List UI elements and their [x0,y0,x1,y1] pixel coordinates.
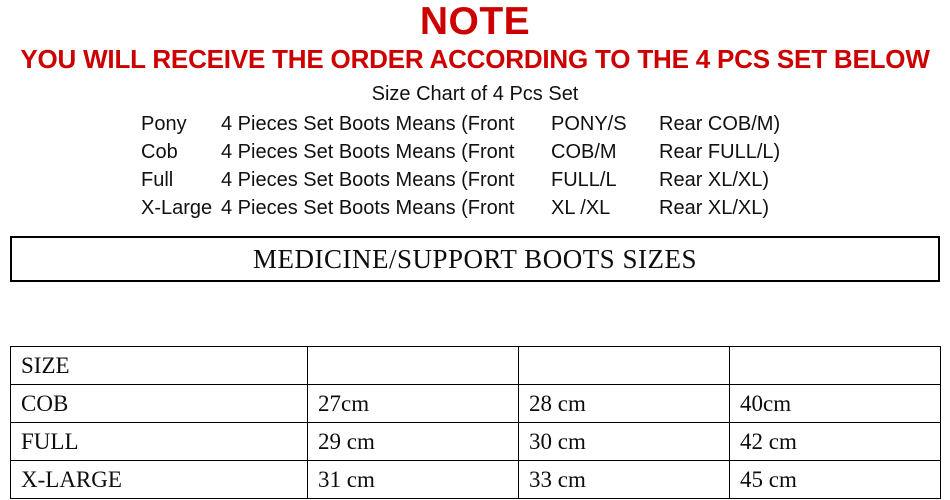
set-chart-size: Pony [141,113,187,135]
sizes-header-cell: SIZE [11,347,308,385]
sizes-table [10,346,941,499]
table-row [11,461,941,499]
set-chart-front: PONY/S [551,113,627,135]
table-row [11,423,941,461]
sizes-header-cell [519,347,730,385]
sizes-cell: 31 cm [308,461,519,499]
sizes-cell: 28 cm [519,385,730,423]
set-chart-front: COB/M [551,141,617,163]
set-chart-row [141,194,809,222]
set-chart-front: FULL/L [551,169,617,191]
sizes-cell: COB [11,385,308,423]
sizes-cell: 42 cm [730,423,941,461]
set-chart-size: X-Large [141,197,213,219]
sizes-table-wrapper [10,346,940,499]
set-chart-table [141,110,809,222]
set-chart-row [141,166,809,194]
sizes-header-cell [730,347,941,385]
document-page [0,2,950,500]
set-chart-size: Full [141,169,174,191]
note-subtitle: YOU WILL RECEIVE THE ORDER ACCORDING TO THE 4 PCS SET BELOW [20,44,930,74]
sizes-cell: 30 cm [519,423,730,461]
note-title: NOTE [419,0,531,43]
banner-text: MEDICINE/SUPPORT BOOTS SIZES [253,243,697,274]
set-chart-size: Cob [141,141,178,163]
set-chart-rear: Rear FULL/L) [659,141,781,163]
sizes-cell: 27cm [308,385,519,423]
set-chart-description: 4 Pieces Set Boots Means (Front [221,141,515,163]
sizes-cell: FULL [11,423,308,461]
set-chart-description: 4 Pieces Set Boots Means (Front [221,197,515,219]
table-row [11,347,941,385]
banner-box [10,236,940,282]
sizes-cell: X-LARGE [11,461,308,499]
set-chart-rear: Rear COB/M) [659,113,781,135]
sizes-cell: 45 cm [730,461,941,499]
sizes-cell: 29 cm [308,423,519,461]
set-chart-description: 4 Pieces Set Boots Means (Front [221,113,515,135]
set-chart-rear: Rear XL/XL) [659,197,770,219]
table-row [11,385,941,423]
sizes-cell: 33 cm [519,461,730,499]
set-chart-caption: Size Chart of 4 Pcs Set [371,83,579,105]
set-chart-row [141,138,809,166]
sizes-cell: 40cm [730,385,941,423]
set-chart-front: XL /XL [551,197,611,219]
set-chart-rear: Rear XL/XL) [659,169,770,191]
set-chart-row [141,110,809,138]
sizes-header-cell [308,347,519,385]
set-chart-description: 4 Pieces Set Boots Means (Front [221,169,515,191]
